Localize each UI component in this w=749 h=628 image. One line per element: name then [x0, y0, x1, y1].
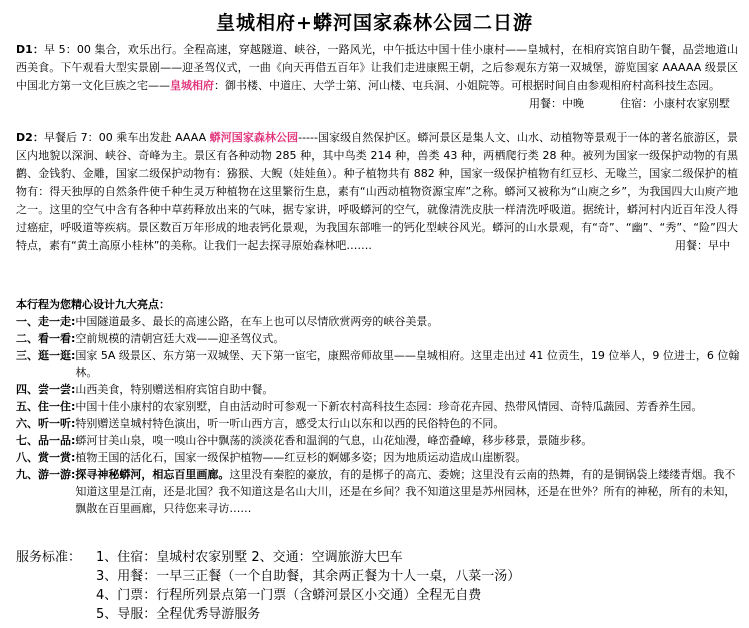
day2-label: D2：: [16, 131, 44, 144]
service-standards: [16, 548, 520, 624]
point-text: 国家 5A 级景区、东方第一双城堡、天下第一宦宅，康熙帝师故里——皇城相府。这里走出过 41 位贡生，19 位举人，9 位进士，6 位翰林。: [75, 349, 740, 379]
list-item: [16, 466, 740, 517]
list-item: [16, 313, 740, 330]
list-item: [16, 415, 740, 432]
day2-text-b: -----国家级自然保护区。蟒河景区是集人文、山水、动植物等景观于一体的著名旅游区，景区内地貌以深涧、峡谷、奇峰为主。景区有各种动物 285 种，其中鸟类 214 种，兽类 43 种，两栖爬行类 28 种。被列为国家一级保护动物的有黑鹳、金钱豹、金雕，国家二级保护动物有：猕猴、大鲵（娃娃鱼）。种子植物共有 882 种，国家一级保护植物有红豆杉、无喙兰，国家二级保护的植物有：得天独厚的自然条件使千种生灵万种植物在这里繁衍生息，素有“山西动植物资源宝库”之称。蟒河又被称为“山庾之乡”，为我国四大山庾产地之一。这里的空气中含有各种中草药释放出来的气味，据专家讲，呼吸蟒河的空气，就像清洗皮肤一样清洗呼吸道。据统计，蟒河村内近百年没人得过癌症，呼吸道等疾病。景区数百万年形成的地表钙化景观，为我国东部唯一的钙化型峡谷风光。蟒河的山水景观，有“奇”、“幽”、“秀”、“险”四大特点，素有“黄土高原小桂林”的美称。让我们一起去探寻原始森林吧…….: [16, 131, 739, 252]
point-text: 中国十佳小康村的农家别墅，自由活动时可参观一下新农村高科技生态园：珍奇花卉园、热带风情园、奇特瓜蔬园、芳香养生园。: [75, 400, 703, 413]
day1-stay: 住宿：小康村农家别墅: [620, 97, 730, 110]
day2-meal: 用餐：早中: [675, 239, 730, 252]
standard-item: 5、导服：全程优秀导游服务: [96, 607, 261, 622]
standard-item: 4、门票：行程所列景点第一门票（含蟒河景区小交通）全程无自费: [96, 588, 482, 603]
list-item: [16, 398, 740, 415]
day1-text-b: ：御书楼、中道庄、大学士第、河山楼、屯兵洞、小姐院等。可根据时间自由参观相府村高科技生态园。: [214, 79, 720, 92]
list-item: [16, 432, 740, 449]
list-item: [16, 449, 740, 466]
point-text: 山西美食，特别赠送相府宾馆自助中餐。: [75, 383, 274, 396]
standard-item: 1、住宿：皇城村农家别墅 2、交通：空调旅游大巴车: [96, 550, 403, 565]
day2-text-a: 早餐后 7：00 乘车出发赴 AAAA: [43, 131, 210, 144]
point-key: 四、尝一尝:: [16, 383, 76, 396]
point-text: 特别赠送皇城村特色演出，听一听山西方言，感受太行山以东和以西的民俗特色的不同。: [75, 417, 505, 430]
point-key: 七、品一品:: [16, 434, 76, 447]
day2-text: [16, 129, 738, 255]
day2-section: [16, 129, 738, 255]
point-emphasis: 探寻神秘蟒河，相忘百里画廊。: [75, 468, 230, 481]
day1-text: [16, 41, 738, 95]
point-key: 九、游一游:: [16, 468, 76, 481]
day1-meal: 用餐：中晚: [529, 97, 584, 110]
standards-label: 服务标准：: [16, 550, 82, 565]
day2-highlight: 蟒河国家森林公园: [209, 131, 299, 144]
point-text: 中国隧道最多、最长的高速公路，在车上也可以尽情欣赏两旁的峡谷美景。: [75, 315, 439, 328]
standard-item: 3、用餐：一早三正餐（一个自助餐，其余两正餐为十人一桌，八菜一汤）: [96, 569, 521, 584]
page-title: 皇城相府+蟒河国家森林公园二日游: [216, 12, 533, 34]
day1-text-a: 早 5：00 集合，欢乐出行。全程高速，穿越隧道、峡谷，一路风光，中午抵达中国十佳小康村——皇城村，在相府宾馆自助午餐，品尝地道山西美食。下午观看大型实景剧——迎圣驾仪式，一曲《向天再借五百年》让我们走进康熙王朝，之后参观东方第一双城堡，游览国家 AAAAA 级景区中国北方第一文化巨族之宅——: [16, 43, 738, 92]
list-item: [16, 381, 740, 398]
highlights-list: [16, 313, 740, 517]
list-item: [16, 330, 740, 347]
point-text: 空前规模的清朝宫廷大戏——迎圣驾仪式。: [75, 332, 285, 345]
day1-highlight: 皇城相府: [170, 79, 214, 92]
point-key: 五、住一住:: [16, 400, 76, 413]
list-item: [16, 347, 740, 381]
point-text: 这里没有秦腔的豪放，有的是梆子的高亢、委婉；这里没有云南的热舞，有的是铜锅袋上缕缕青烟。我不知道这里是江南，还是北国？我不知道这是名山大川，还是在乡间？我不知道这里是苏州园林，还是在世外？所有的神秘，所有的未知，飘散在百里画廊，只待您来寻访……: [75, 468, 736, 515]
point-text: 蟒河甘美山泉，嗅一嗅山谷中飘荡的淡淡花香和温润的气息，山花灿漫，峰峦叠嶂，移步移景，景随步移。: [75, 434, 593, 447]
point-key: 一、走一走:: [16, 315, 76, 328]
point-key: 二、看一看:: [16, 332, 76, 345]
highlights-intro: 本行程为您精心设计九大亮点：: [16, 298, 170, 311]
point-text: 植物王国的活化石，国家一级保护植物——红豆杉的婀娜多姿；因为地质运动造成山崖断裂。: [75, 451, 527, 464]
point-key: 三、逛一逛:: [16, 349, 76, 362]
day1-section: [16, 41, 738, 113]
day1-label: D1：: [16, 43, 44, 56]
point-key: 八、赏一赏:: [16, 451, 76, 464]
day1-meal-row: [16, 95, 738, 113]
point-key: 六、听一听:: [16, 417, 76, 430]
